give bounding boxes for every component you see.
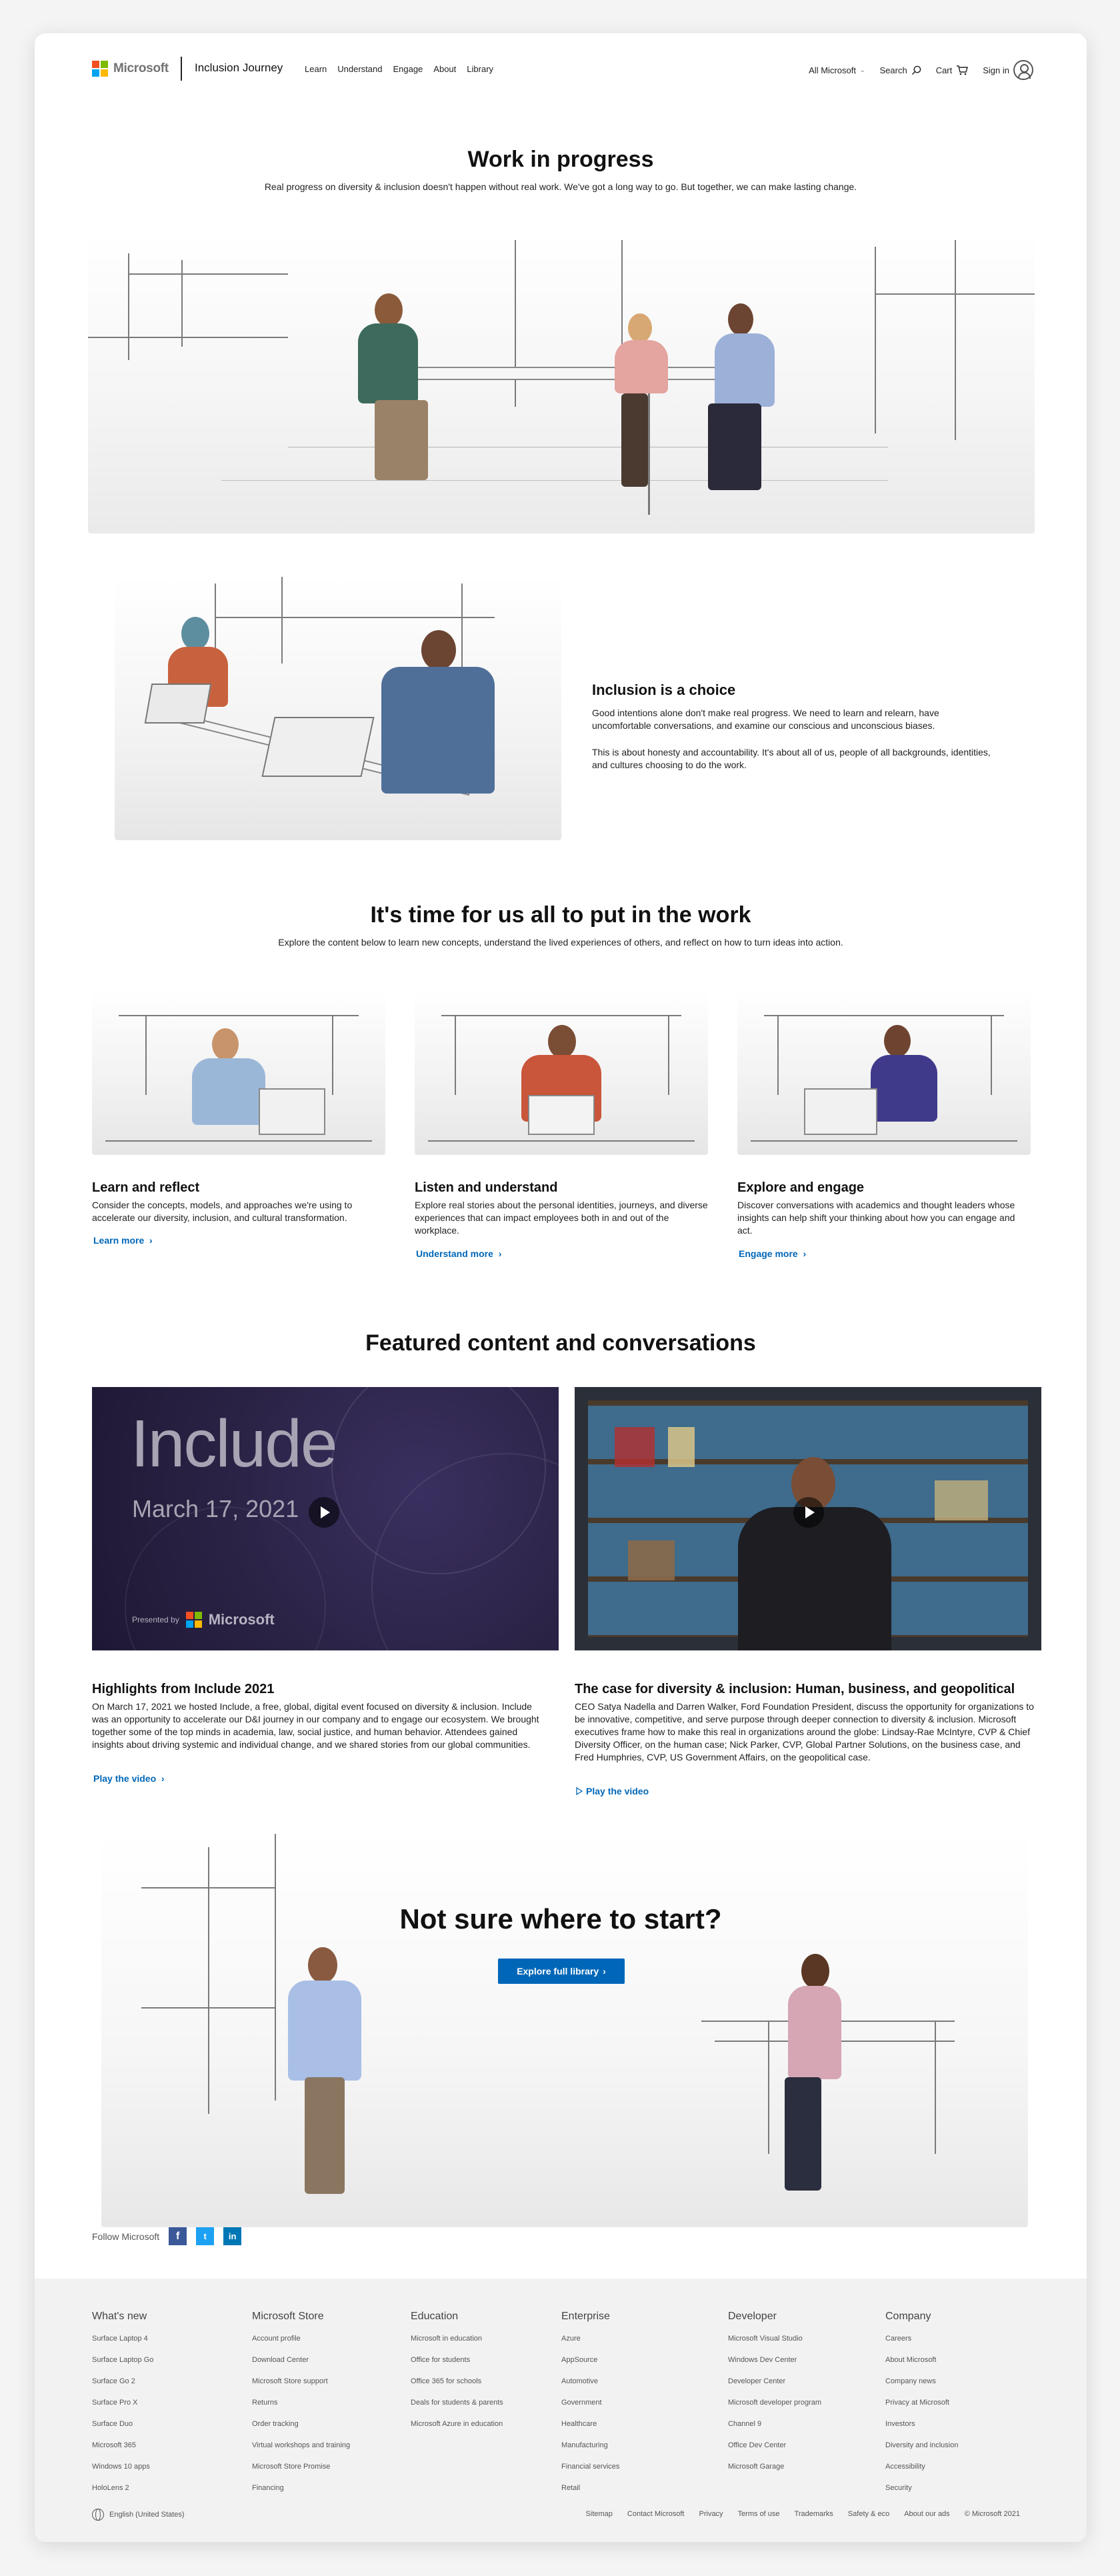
chevron-right-icon: ›: [159, 1773, 165, 1784]
all-microsoft-menu[interactable]: [809, 65, 865, 75]
card-learn-image: [92, 988, 385, 1155]
footer-link[interactable]: Download Center: [252, 2356, 309, 2364]
footer-heading: Company: [885, 2311, 931, 2322]
copyright: © Microsoft 2021: [964, 2510, 1020, 2518]
footer-heading: Developer: [728, 2311, 777, 2322]
card-learn-title: Learn and reflect: [92, 1180, 200, 1195]
footer-link[interactable]: Financing: [252, 2484, 284, 2492]
site-title[interactable]: Inclusion Journey: [195, 61, 283, 74]
legal-link-sitemap[interactable]: Sitemap: [585, 2510, 613, 2518]
chevron-right-icon: ›: [495, 1248, 502, 1259]
footer-link[interactable]: Careers: [885, 2335, 912, 2343]
footer-col-developer: [728, 2311, 821, 2481]
footer-link[interactable]: Diversity and inclusion: [885, 2441, 959, 2449]
footer-link[interactable]: Microsoft Garage: [728, 2463, 785, 2471]
facebook-icon[interactable]: f: [169, 2227, 187, 2245]
footer-link[interactable]: Virtual workshops and training: [252, 2441, 351, 2449]
understand-more-link[interactable]: [416, 1248, 501, 1259]
footer-link[interactable]: Channel 9: [728, 2420, 762, 2428]
microsoft-logo[interactable]: [92, 61, 169, 77]
footer-link[interactable]: Microsoft in education: [411, 2335, 482, 2343]
footer-link[interactable]: Privacy at Microsoft: [885, 2399, 949, 2407]
hero-title: Work in progress: [467, 147, 654, 172]
site-footer: [35, 2279, 1087, 2542]
footer-link[interactable]: Deals for students & parents: [411, 2399, 503, 2407]
choice-paragraph-1: Good intentions alone don't make real progress. We need to learn and relearn, have uncomfortable conversations, and examine our conscious and unconscious biases.: [592, 708, 939, 731]
footer-link[interactable]: Surface Laptop Go: [92, 2356, 154, 2364]
page: [35, 33, 1087, 2542]
footer-link[interactable]: Windows 10 apps: [92, 2463, 150, 2471]
video2-play-link[interactable]: [576, 1786, 649, 1796]
card-listen-title: Listen and understand: [415, 1180, 558, 1195]
card-explore: [737, 988, 1031, 1268]
search-label: Search: [879, 65, 907, 75]
engage-more-link[interactable]: [739, 1248, 806, 1259]
video-case-for-diversity[interactable]: [575, 1387, 1041, 1650]
footer-link[interactable]: Manufacturing: [561, 2441, 608, 2449]
video2-play-label: Play the video: [586, 1786, 649, 1796]
cta-illustration: [101, 1834, 1028, 2227]
video2-title: The case for diversity & inclusion: Human, business, and geopolitical: [575, 1682, 1015, 1696]
explore-full-library-label: Explore full library: [517, 1966, 599, 1977]
footer-col-education: [411, 2311, 503, 2439]
cart-button[interactable]: [936, 65, 969, 75]
footer-link[interactable]: Office Dev Center: [728, 2441, 787, 2449]
nav-understand[interactable]: Understand: [337, 64, 383, 74]
footer-link[interactable]: Microsoft Azure in education: [411, 2420, 503, 2428]
legal-link-terms[interactable]: Terms of use: [737, 2510, 780, 2518]
understand-more-label: Understand more: [416, 1248, 493, 1259]
footer-link[interactable]: Surface Pro X: [92, 2399, 138, 2407]
chevron-right-icon: ›: [800, 1248, 807, 1259]
video-include-2021[interactable]: [92, 1387, 559, 1650]
presented-by-label: Presented by: [132, 1615, 179, 1624]
brand-name: Microsoft: [113, 61, 169, 75]
learn-more-link[interactable]: [93, 1235, 153, 1246]
locale-label: English (United States): [109, 2511, 185, 2519]
footer-link[interactable]: About Microsoft: [885, 2356, 937, 2364]
video1-play-label: Play the video: [93, 1773, 157, 1784]
choice-paragraph-2: This is about honesty and accountability. It's about all of us, people of all backgrounds, identities, and cultures choosing to do the work.: [592, 747, 991, 770]
card-listen-image: [415, 988, 708, 1155]
legal-links: [586, 2510, 1020, 2518]
work-title: It's time for us all to put in the work: [370, 902, 751, 928]
footer-col-company: [885, 2311, 958, 2503]
choice-illustration: [115, 577, 561, 840]
play-icon[interactable]: [309, 1497, 339, 1528]
all-microsoft-label: All Microsoft: [809, 65, 856, 75]
footer-link[interactable]: HoloLens 2: [92, 2484, 129, 2492]
nav-about[interactable]: About: [433, 64, 457, 74]
footer-link[interactable]: Automotive: [561, 2377, 599, 2385]
choice-title: Inclusion is a choice: [592, 682, 736, 698]
footer-link[interactable]: Windows Dev Center: [728, 2356, 797, 2364]
nav-library[interactable]: Library: [467, 64, 494, 74]
cart-label: Cart: [935, 65, 953, 75]
explore-full-library-button[interactable]: [498, 1959, 625, 1984]
play-outline-icon: [576, 1787, 583, 1795]
nav-learn[interactable]: Learn: [305, 64, 327, 74]
featured-title: Featured content and conversations: [365, 1330, 756, 1356]
footer-link[interactable]: Developer Center: [728, 2377, 786, 2385]
presented-by: [132, 1611, 275, 1628]
chevron-down-icon: ⌄: [859, 66, 865, 73]
video-overlay-date: March 17, 2021: [132, 1495, 299, 1522]
legal-link-ads[interactable]: About our ads: [904, 2510, 950, 2518]
cta-title: Not sure where to start?: [399, 1903, 722, 1935]
legal-link-contact[interactable]: Contact Microsoft: [627, 2510, 685, 2518]
avatar-icon: [1013, 60, 1033, 80]
footer-link[interactable]: Returns: [252, 2399, 278, 2407]
footer-link[interactable]: Company news: [885, 2377, 936, 2385]
footer-link[interactable]: Microsoft Store Promise: [252, 2463, 331, 2471]
chevron-right-icon: ›: [603, 1966, 606, 1977]
footer-link[interactable]: Healthcare: [561, 2420, 597, 2428]
footer-link[interactable]: Financial services: [561, 2463, 620, 2471]
work-subtitle: Explore the content below to learn new concepts, understand the lived experiences of others, and reflect on how to turn ideas into action.: [278, 937, 843, 948]
footer-link[interactable]: Surface Laptop 4: [92, 2335, 148, 2343]
twitter-icon[interactable]: t: [196, 2227, 214, 2245]
footer-col-microsoft-store: [252, 2311, 350, 2503]
engage-more-label: Engage more: [739, 1248, 798, 1259]
site-header: [35, 33, 1087, 103]
header-actions: [809, 60, 1033, 80]
card-learn: [92, 988, 385, 1255]
footer-heading: Microsoft Store: [252, 2311, 324, 2322]
chevron-right-icon: ›: [147, 1235, 153, 1246]
microsoft-logo-icon: [186, 1612, 202, 1628]
card-explore-image: [737, 988, 1031, 1155]
sign-in-button[interactable]: [983, 60, 1033, 80]
card-listen: [415, 988, 708, 1268]
footer-heading: Education: [411, 2311, 459, 2322]
linkedin-icon[interactable]: in: [223, 2227, 241, 2245]
nav-engage[interactable]: Engage: [393, 64, 423, 74]
globe-icon: [92, 2509, 104, 2521]
footer-link[interactable]: Office 365 for schools: [411, 2377, 482, 2385]
main-nav: [305, 64, 493, 74]
hero-illustration: [88, 233, 1035, 533]
footer-link[interactable]: Microsoft Store support: [252, 2377, 328, 2385]
learn-more-label: Learn more: [93, 1235, 145, 1246]
legal-link-safety[interactable]: Safety & eco: [847, 2510, 890, 2518]
legal-link-privacy[interactable]: Privacy: [699, 2510, 723, 2518]
microsoft-logo-icon: [92, 61, 108, 77]
footer-link[interactable]: Office for students: [411, 2356, 471, 2364]
card-learn-text: Consider the concepts, models, and approaches we're using to accelerate our diversity, inclusion, and cultural transformation.: [92, 1200, 353, 1223]
footer-link[interactable]: Surface Duo: [92, 2420, 133, 2428]
footer-heading: What's new: [92, 2311, 147, 2322]
footer-link[interactable]: Account profile: [252, 2335, 301, 2343]
search-icon: [911, 65, 921, 75]
footer-link[interactable]: Government: [561, 2399, 602, 2407]
footer-link[interactable]: Surface Go 2: [92, 2377, 135, 2385]
footer-col-whats-new: [92, 2311, 153, 2503]
hero-subtitle: Real progress on diversity & inclusion doesn't happen without real work. We've got a long way to go. But together, we can make lasting change.: [264, 181, 857, 192]
footer-link[interactable]: Retail: [561, 2484, 581, 2492]
locale-selector[interactable]: [92, 2509, 185, 2521]
card-explore-text: Discover conversations with academics and thought leaders whose insights can help shift your thinking about how you can engage and act.: [737, 1200, 1015, 1236]
footer-col-enterprise: [561, 2311, 619, 2503]
footer-link[interactable]: Order tracking: [252, 2420, 299, 2428]
video1-play-link[interactable]: [93, 1773, 165, 1784]
footer-link[interactable]: Azure: [561, 2335, 581, 2343]
footer-link[interactable]: Security: [885, 2484, 912, 2492]
footer-link[interactable]: Microsoft developer program: [728, 2399, 822, 2407]
footer-link[interactable]: Accessibility: [885, 2463, 925, 2471]
footer-link[interactable]: Investors: [885, 2420, 915, 2428]
search-button[interactable]: [879, 65, 921, 75]
footer-link[interactable]: Microsoft Visual Studio: [728, 2335, 803, 2343]
header-divider: [181, 57, 182, 81]
legal-link-trademarks[interactable]: Trademarks: [794, 2510, 833, 2518]
video1-description: On March 17, 2021 we hosted Include, a free, global, digital event focused on diversity & inclusion. Include was an opportunity to accelerate our D&I journey in our company and to engage our ecosystem. We brought together some of the top minds in academia, law, social justice, and human behavior. Attendees gained insights about driving systemic and individual change, and we shared stories from our global communities.: [92, 1701, 539, 1750]
follow-label: Follow Microsoft: [92, 2231, 160, 2242]
video1-title: Highlights from Include 2021: [92, 1682, 275, 1696]
presented-by-brand: Microsoft: [208, 1611, 275, 1628]
follow-microsoft: [92, 2227, 241, 2245]
card-explore-title: Explore and engage: [737, 1180, 865, 1195]
play-icon[interactable]: [793, 1497, 824, 1528]
sign-in-label: Sign in: [983, 65, 1009, 75]
card-listen-text: Explore real stories about the personal identities, journeys, and diverse experiences that can impact employees both in and out of the workplace.: [415, 1200, 708, 1236]
footer-link[interactable]: AppSource: [561, 2356, 598, 2364]
video-overlay-title: Include: [131, 1406, 337, 1481]
video2-description: CEO Satya Nadella and Darren Walker, Ford Foundation President, discuss the opportunity for organizations to be innovative, competitive, and serve purpose through deeper connection to diversity & inclusion. Microsoft executives frame how to make this real in organizations around the globe: Lindsay-Rae McIntyre, CVP & Chief Diversity Officer, on the human case; Nick Parker, CVP, Global Partner Solutions, on the business case, and Fred Humphries, CVP, US Government Affairs, on the geopolitical case.: [575, 1701, 1034, 1762]
footer-heading: Enterprise: [561, 2311, 610, 2322]
cart-icon: [956, 65, 968, 75]
footer-link[interactable]: Microsoft 365: [92, 2441, 137, 2449]
